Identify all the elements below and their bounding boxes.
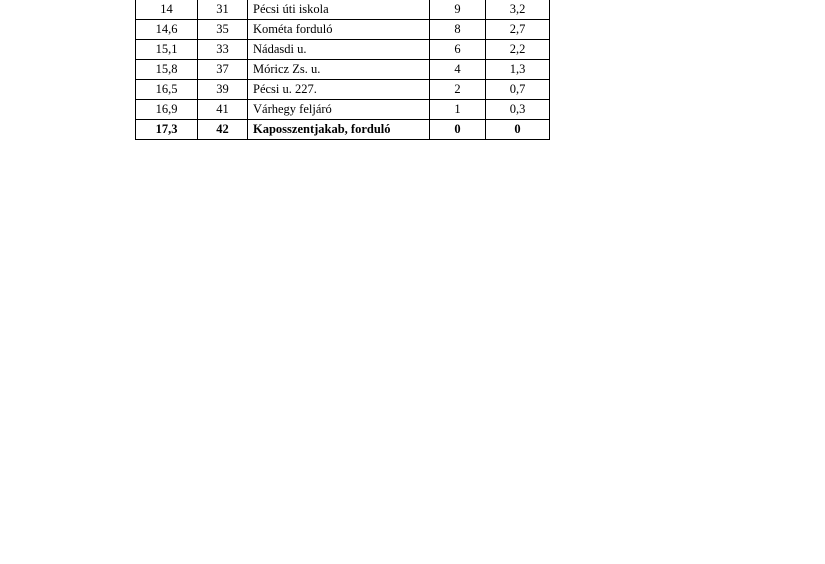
km-cell: 17,3: [136, 120, 198, 140]
table-row: [136, 40, 550, 60]
km-cell: 16,5: [136, 80, 198, 100]
value-cell: 0,7: [486, 80, 550, 100]
count-cell: 1: [430, 100, 486, 120]
minute-cell: 33: [198, 40, 248, 60]
value-cell: 2,7: [486, 20, 550, 40]
table-row: [136, 0, 550, 20]
km-cell: 16,9: [136, 100, 198, 120]
value-cell: 0: [486, 120, 550, 140]
count-cell: 8: [430, 20, 486, 40]
count-cell: 9: [430, 0, 486, 20]
minute-cell: 31: [198, 0, 248, 20]
count-cell: 2: [430, 80, 486, 100]
value-cell: 3,2: [486, 0, 550, 20]
stop-name-cell: Móricz Zs. u.: [248, 60, 430, 80]
minute-cell: 41: [198, 100, 248, 120]
stop-name-cell: Várhegy feljáró: [248, 100, 430, 120]
stop-name-cell: Nádasdi u.: [248, 40, 430, 60]
minute-cell: 39: [198, 80, 248, 100]
minute-cell: 42: [198, 120, 248, 140]
stop-name-cell: Kométa forduló: [248, 20, 430, 40]
timetable-table: [135, 0, 550, 140]
table-row: [136, 60, 550, 80]
table-row: [136, 80, 550, 100]
stop-name-cell: Pécsi u. 227.: [248, 80, 430, 100]
km-cell: 15,8: [136, 60, 198, 80]
minute-cell: 35: [198, 20, 248, 40]
stop-name-cell: Kaposszentjakab, forduló: [248, 120, 430, 140]
stop-name-cell: Pécsi úti iskola: [248, 0, 430, 20]
count-cell: 6: [430, 40, 486, 60]
table-row: [136, 20, 550, 40]
value-cell: 0,3: [486, 100, 550, 120]
km-cell: 14: [136, 0, 198, 20]
value-cell: 2,2: [486, 40, 550, 60]
count-cell: 4: [430, 60, 486, 80]
count-cell: 0: [430, 120, 486, 140]
value-cell: 1,3: [486, 60, 550, 80]
table-row-terminus: [136, 120, 550, 140]
minute-cell: 37: [198, 60, 248, 80]
km-cell: 14,6: [136, 20, 198, 40]
km-cell: 15,1: [136, 40, 198, 60]
table-row: [136, 100, 550, 120]
